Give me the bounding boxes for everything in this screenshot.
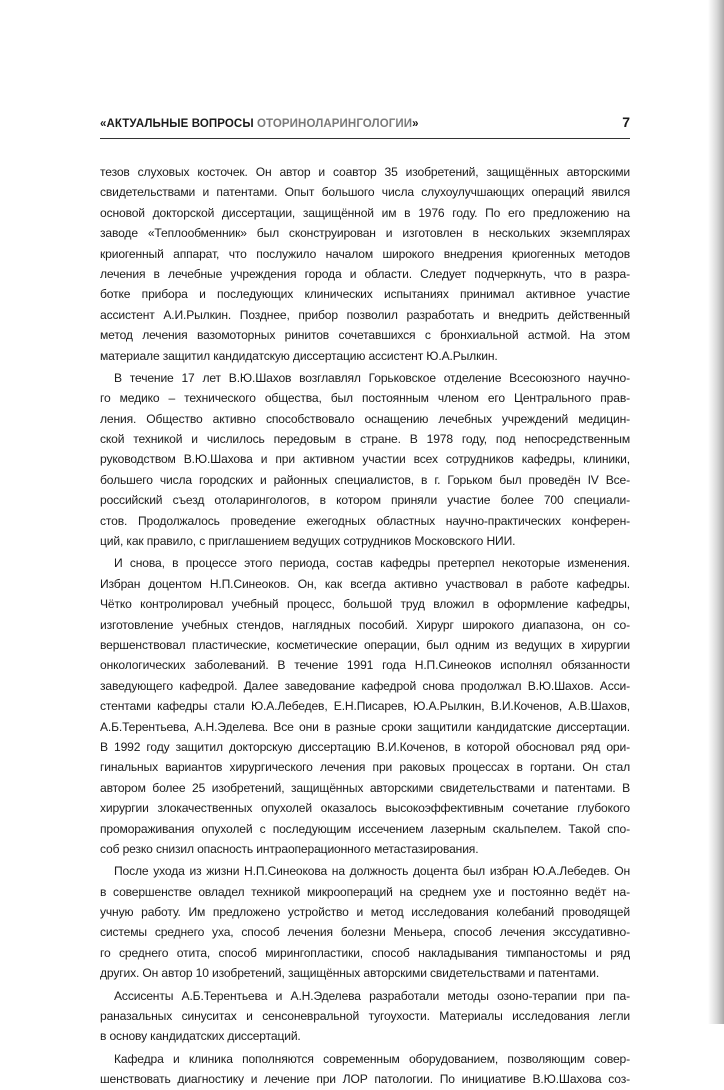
text-line: заведующего кафедрой. Далее заведование кафедрой снова продолжал В.Ю.Шахов. Асси- (100, 678, 630, 693)
text-line: Кафедра и клиника пополняются современным оборудованием, позволяющим совер- (114, 1051, 630, 1066)
text-line: И снова, в процессе этого периода, состав кафедры претерпел некоторые изменения. (114, 556, 630, 571)
text-line: системы среднего уха, способ лечения болезни Меньера, способ лечения экссудативно- (100, 925, 630, 940)
text-line: Чётко контролировал учебный процесс, большой труд вложил в оформление кафедры, (100, 597, 630, 612)
text-line: раназальных синуситах и сенсоневральной тугоухости. Материалы исследования легли (100, 1009, 630, 1024)
text-line: онкологических заболеваний. В течение 1991 года Н.П.Синеоков исполнял обязанности (100, 658, 630, 673)
page-number: 7 (622, 114, 630, 130)
text-line: ботке прибора и последующих клинических испытаниях принимал активное участие (100, 287, 630, 302)
text-line: соб резко снизил опасность интраоперационного метастазирования. (100, 841, 479, 856)
text-line: го среднего отита, способ мирингопластики, способ накладывания тимпаностомы и ряд (100, 945, 630, 960)
text-line: Ассисенты А.Б.Терентьева и А.Н.Эделева разработали методы озоно-терапии при па- (114, 988, 630, 1003)
text-line: А.Б.Терентьева, А.Н.Эделева. Все они в разные сроки защитили кандидатские диссертации. (100, 719, 630, 734)
paragraph (100, 1049, 630, 1090)
text-line: ления. Общество активно способствовало оснащению лечебных учреждений медицин- (100, 411, 630, 426)
page-edge-shadow (708, 0, 724, 1024)
paragraph (100, 553, 630, 859)
text-line: ций, как правило, с приглашением ведущих сотрудников Московского НИИ. (100, 534, 516, 549)
text-line: в основу кандидатских диссертаций. (100, 1029, 301, 1044)
text-line: стов. Продолжалось проведение ежегодных областных научно-практических конферен- (100, 513, 630, 528)
text-line: большего числа городских и районных специалистов, в г. Горьком был проведён IV Все- (100, 472, 630, 487)
text-line: ассистент А.И.Рылкин. Позднее, прибор позволил разработать и внедрить действенный (100, 307, 630, 322)
text-line: ской техникой и числилось передовым в стране. В 1978 году, под непосредственным (100, 432, 630, 447)
text-line: свидетельствами и патентами. Опыт большого числа слухоулучшающих операций явился (100, 185, 630, 200)
text-line: криогенный аппарат, что послужило началом широкого внедрения криогенных методов (100, 246, 630, 261)
paragraph (100, 986, 630, 1047)
text-line: тезов слуховых косточек. Он автор и соавтор 35 изобретений, защищённых авторскими (100, 165, 630, 179)
text-line: Избран доцентом Н.П.Синеоков. Он, как всегда активно участвовал в работе кафедры. (100, 576, 630, 591)
running-title-part2: ОТОРИНОЛАРИНГОЛОГИИ (256, 118, 413, 130)
text-line: промораживания опухолей с последующим иссечением лазерным скальпелем. Такой спо- (100, 821, 630, 836)
text-line: руководством В.Ю.Шахова и при активном участии всех сотрудников кафедры, клиники, (100, 452, 630, 467)
paragraph (100, 368, 630, 552)
text-line: материале защитил кандидатскую диссертацию ассистент Ю.А.Рылкин. (100, 348, 498, 363)
text-line: В 1992 году защитил докторскую диссертацию В.И.Коченов, в которой обосновал ряд ори- (100, 739, 630, 754)
text-line: После ухода из жизни Н.П.Синеокова на должность доцента был избран Ю.А.Лебедев. Он (114, 864, 630, 879)
text-line: вершенствовал пластические, косметические операции, был одним из ведущих в хирургии (100, 637, 630, 652)
text-line: шенствовать диагностику и лечение при ЛОР патологии. По инициативе В.Ю.Шахова соз- (100, 1072, 630, 1087)
running-title-part3: » (412, 118, 419, 130)
text-line: лечения в лечебные учреждения города и области. Следует подчеркнуть, что в разра- (100, 266, 630, 281)
body-text (100, 162, 630, 1090)
text-line: го медико – технического общества, был постоянным членом его Центрального прав- (100, 391, 630, 406)
paragraph (100, 162, 630, 366)
text-line: в совершенстве овладел техникой микроопераций на среднем ухе и постоянно ведёт на- (100, 884, 630, 899)
paragraph (100, 861, 630, 983)
text-line: гинальных вариантов хирургического лечения при раковых процессах в гортани. Он стал (100, 760, 630, 775)
text-line: изготовление учебных стендов, наглядных пособий. Хирург широкого диапазона, он со- (100, 617, 630, 632)
text-line: автором более 25 изобретений, защищённых авторскими свидетельствами и патентами. В (100, 780, 630, 795)
text-line: метод лечения вазомоторных ринитов сочетавшихся с бронхиальной астмой. На этом (100, 328, 630, 343)
text-line: хирургии злокачественных опухолей оказалось высокоэффективным сочетание глубокого (100, 801, 630, 816)
running-title-part1: «АКТУАЛЬНЫЕ ВОПРОСЫ (100, 118, 257, 130)
text-line: учную работу. Им предложено устройство и метод исследования колебаний проводящей (100, 905, 630, 920)
text-line: заводе «Теплообменник» был сконструирован и изготовлен в нескольких экземплярах (100, 226, 630, 241)
text-line: других. Он автор 10 изобретений, защищённых авторскими свидетельствами и патентами. (100, 966, 600, 981)
running-title (100, 118, 419, 130)
text-line: российский съезд отоларингологов, в котором приняли участие более 700 специали- (100, 493, 630, 508)
running-header (100, 116, 630, 139)
text-line: В течение 17 лет В.Ю.Шахов возглавлял Горьковское отделение Всесоюзного научно- (114, 370, 630, 385)
text-line: основой докторской диссертации, защищённой им в 1976 году. По его предложению на (100, 205, 630, 220)
text-line: стентами кафедры стали Ю.А.Лебедев, Е.Н.Писарев, Ю.А.Рылкин, В.И.Коченов, А.В.Шахов, (100, 699, 630, 714)
